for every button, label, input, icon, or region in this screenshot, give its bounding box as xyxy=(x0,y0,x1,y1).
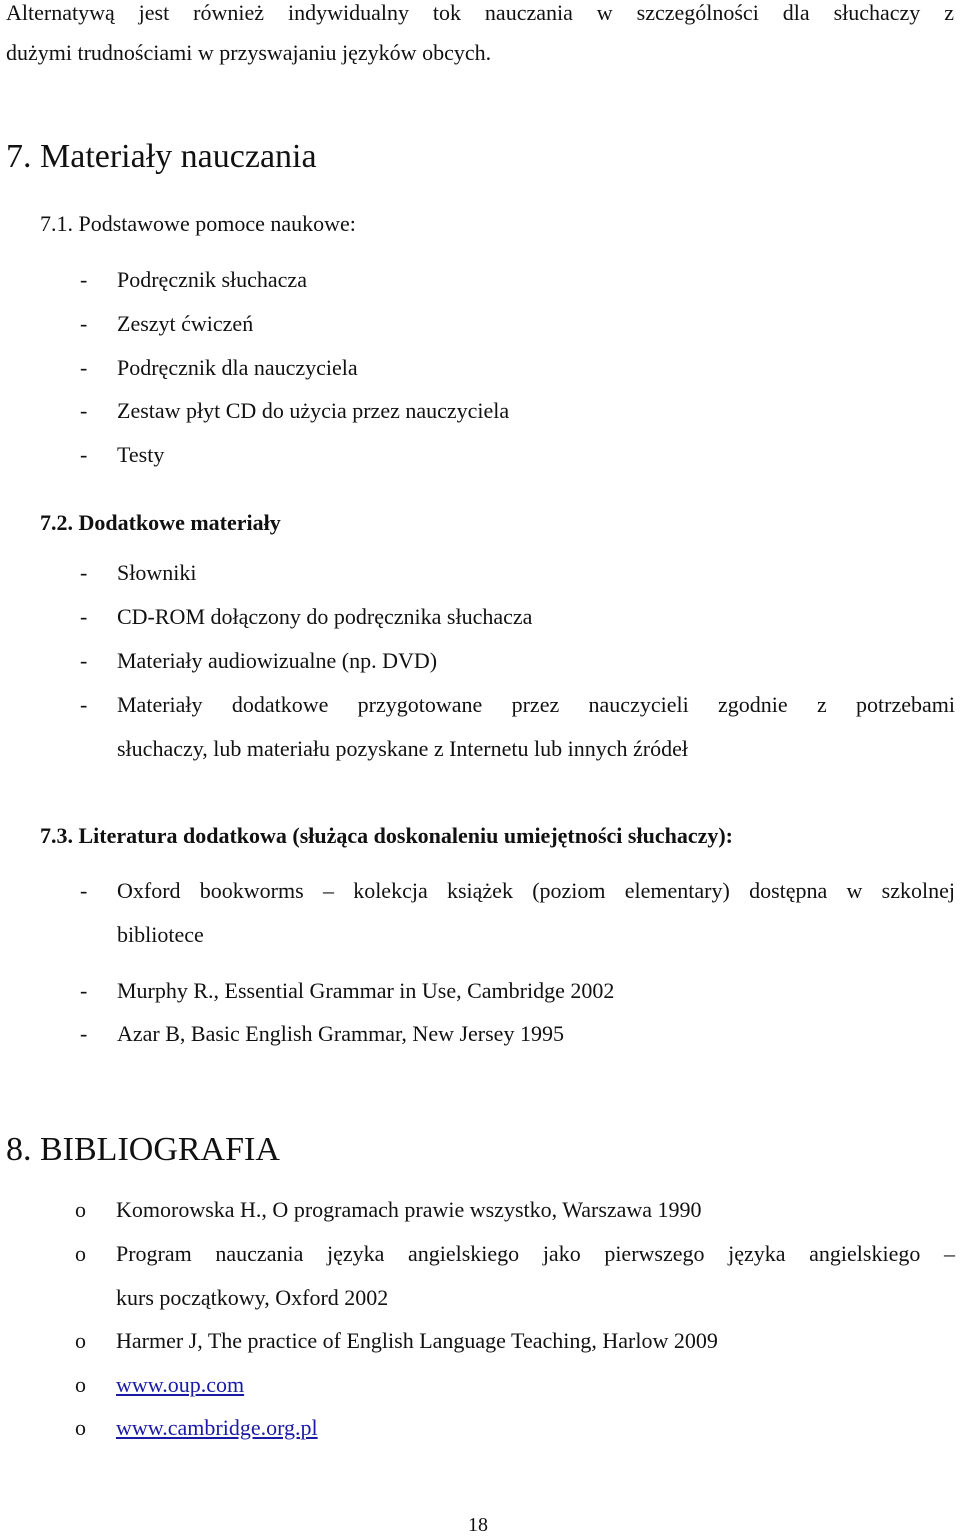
bullet-icon: o xyxy=(75,1197,86,1222)
list-item-line-1: Materiały dodatkowe przygotowane przez nauczycieli zgodnie z potrzebami xyxy=(117,692,955,717)
list-item: Podręcznik słuchacza xyxy=(117,267,307,292)
bullet-icon: o xyxy=(75,1372,86,1397)
bullet-icon: o xyxy=(75,1415,86,1440)
intro-paragraph-line-1: Alternatywą jest również indywidualny tok nauczania w szczególności dla słuchaczy z xyxy=(6,0,954,25)
list-item: Murphy R., Essential Grammar in Use, Cambridge 2002 xyxy=(117,978,615,1003)
bullet-icon: o xyxy=(75,1328,86,1353)
list-dash: - xyxy=(80,692,88,717)
subsection-7-2-heading: 7.2. Dodatkowe materiały xyxy=(40,510,281,535)
list-dash: - xyxy=(80,560,88,585)
list-item: Zestaw płyt CD do użycia przez nauczyciela xyxy=(117,398,510,423)
list-item: Materiały audiowizualne (np. DVD) xyxy=(117,648,438,673)
subsection-7-3-heading: 7.3. Literatura dodatkowa (służąca doskonaleniu umiejętności słuchaczy): xyxy=(40,823,733,848)
intro-paragraph-line-2: dużymi trudnościami w przyswajaniu języków obcych. xyxy=(6,40,492,65)
bibliography-item-line-2: kurs początkowy, Oxford 2002 xyxy=(116,1285,389,1310)
list-item: Zeszyt ćwiczeń xyxy=(117,311,254,336)
bibliography-item: Harmer J, The practice of English Language Teaching, Harlow 2009 xyxy=(116,1328,718,1353)
bibliography-item: Komorowska H., O programach prawie wszystko, Warszawa 1990 xyxy=(116,1197,702,1222)
list-dash: - xyxy=(80,398,88,423)
page-number: 18 xyxy=(468,1514,488,1536)
list-item: Podręcznik dla nauczyciela xyxy=(117,355,358,380)
list-dash: - xyxy=(80,978,88,1003)
list-item: Słowniki xyxy=(117,560,197,585)
section-8-heading: 8. BIBLIOGRAFIA xyxy=(6,1131,280,1168)
bullet-icon: o xyxy=(75,1241,86,1266)
section-7-heading: 7. Materiały nauczania xyxy=(6,138,317,175)
list-item: Azar B, Basic English Grammar, New Jersey 1995 xyxy=(117,1021,564,1046)
list-item-line-2: słuchaczy, lub materiału pozyskane z Internetu lub innych źródeł xyxy=(117,736,688,761)
list-dash: - xyxy=(80,604,88,629)
list-dash: - xyxy=(80,442,88,467)
list-dash: - xyxy=(80,878,88,903)
list-item-line-2: bibliotece xyxy=(117,922,204,947)
subsection-7-1-heading: 7.1. Podstawowe pomoce naukowe: xyxy=(40,211,356,236)
list-item: CD-ROM dołączony do podręcznika słuchacza xyxy=(117,604,533,629)
list-dash: - xyxy=(80,311,88,336)
list-dash: - xyxy=(80,1021,88,1046)
link-oup[interactable]: www.oup.com xyxy=(116,1372,245,1397)
list-item: Testy xyxy=(117,442,165,467)
link-cambridge[interactable]: www.cambridge.org.pl xyxy=(116,1415,318,1440)
list-dash: - xyxy=(80,267,88,292)
list-dash: - xyxy=(80,355,88,380)
bibliography-item-line-1: Program nauczania języka angielskiego jako pierwszego języka angielskiego – xyxy=(116,1241,955,1266)
list-dash: - xyxy=(80,648,88,673)
list-item-line-1: Oxford bookworms – kolekcja książek (poziom elementary) dostępna w szkolnej xyxy=(117,878,955,903)
